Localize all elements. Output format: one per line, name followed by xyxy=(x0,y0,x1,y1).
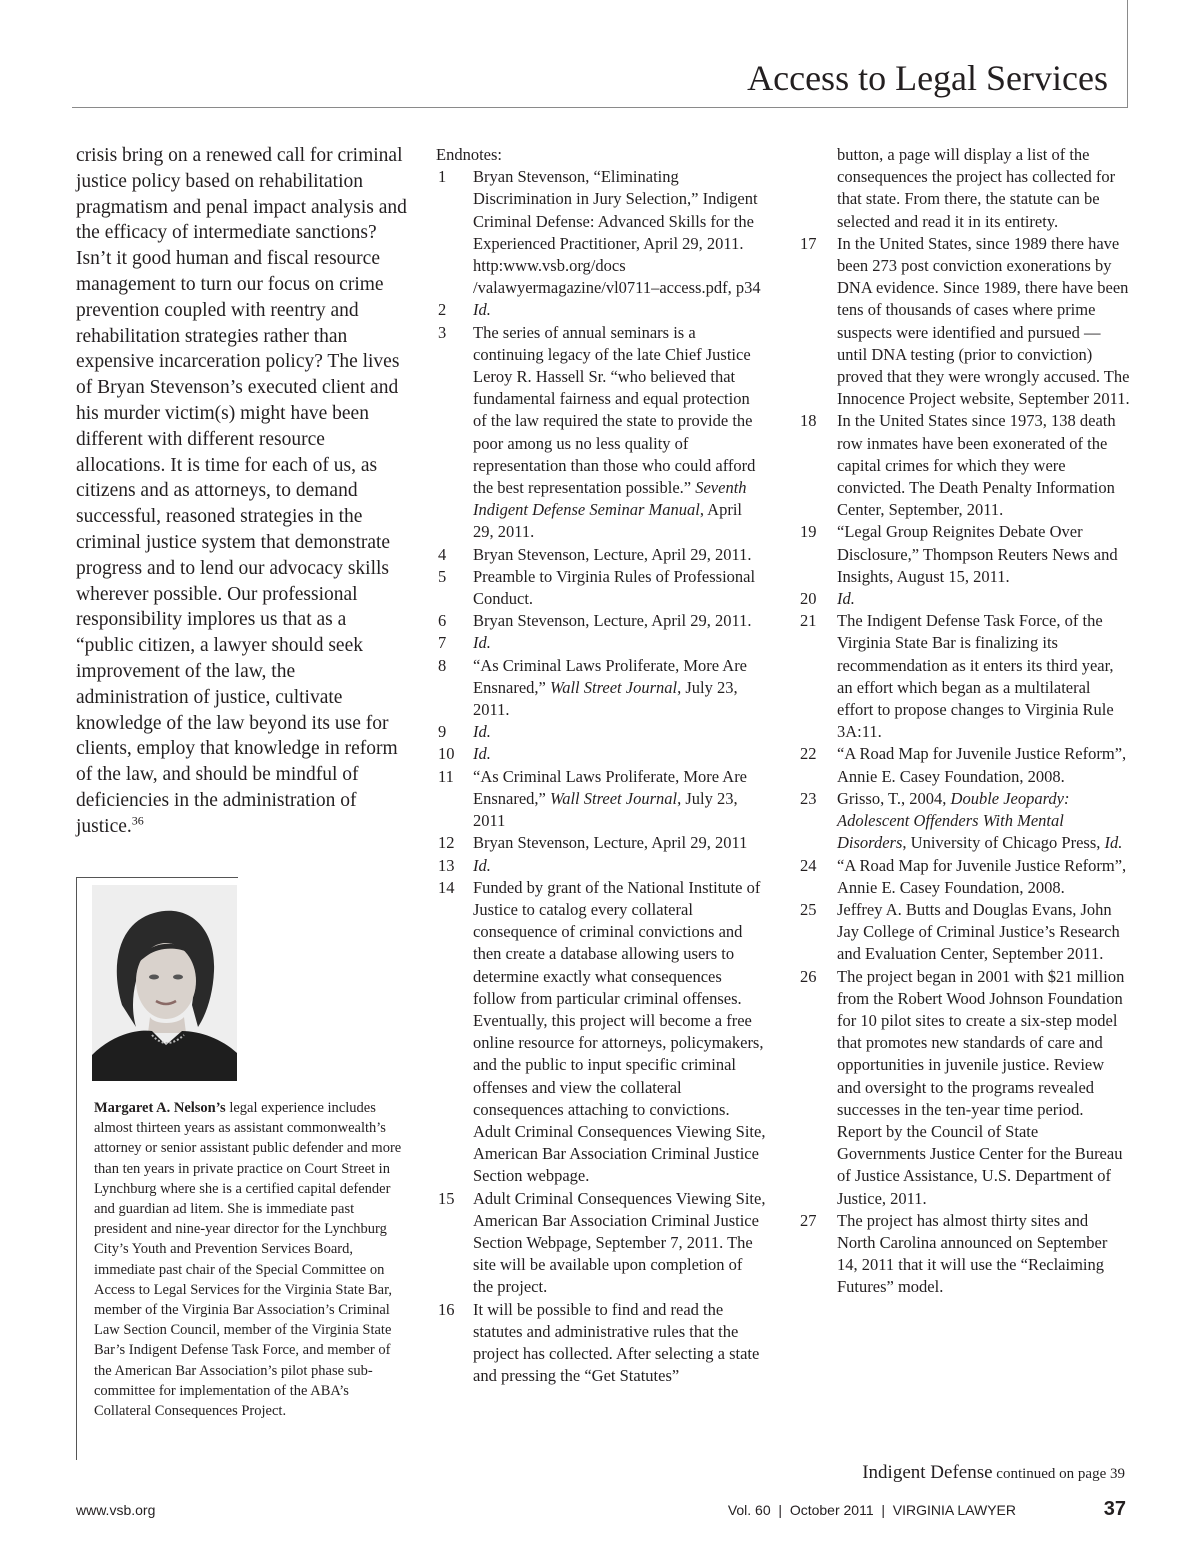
endnote-text: “Legal Group Reignites Debate Over Disclosure,” Thompson Reuters News and Insights, August 15, 2011. xyxy=(837,522,1118,586)
endnote-number: 4 xyxy=(438,544,447,564)
endnote-21 xyxy=(800,610,1130,743)
endnote-1 xyxy=(436,166,766,299)
endnote-text: Id. xyxy=(837,589,855,609)
continued-text: continued on page 39 xyxy=(996,1466,1125,1482)
endnote-text: Grisso, T., 2004, xyxy=(837,788,947,808)
author-bio-box xyxy=(76,877,410,1460)
endnote-title: Wall Street Journal xyxy=(549,788,678,808)
article-body-text xyxy=(76,143,408,840)
endnote-number: 3 xyxy=(438,322,447,342)
endnote-text: Id. xyxy=(473,300,491,320)
header-rule-horizontal xyxy=(72,107,1128,108)
footer-issue-text: Vol. 60 | October 2011 | VIRGINIA LAWYER xyxy=(727,1502,1016,1518)
endnote-number: 12 xyxy=(438,833,455,853)
endnote-text: Bryan Stevenson, Lecture, April 29, 2011. xyxy=(473,544,752,564)
endnote-text: It will be possible to find and read the statutes and administrative rules that the project has collected. After selecting a state and pressing the “Get Statutes” xyxy=(473,1299,760,1386)
endnote-number: 8 xyxy=(438,655,447,675)
endnote-number: 7 xyxy=(438,633,447,653)
endnotes-column-1 xyxy=(436,144,766,1387)
endnote-text: The project has almost thirty sites and North Carolina announced on September 14, 2011 that it will use the “Reclaiming Futures” model. xyxy=(837,1210,1108,1297)
endnote-text: In the United States since 1973, 138 death row inmates have been exonerated of the capital crimes for which they were convicted. The Death Penalty Information Center, September, 2011. xyxy=(837,411,1116,520)
endnote-15 xyxy=(436,1188,766,1299)
endnote-tail: , University of Chicago Press, xyxy=(902,833,1101,853)
endnote-title: Wall Street Journal xyxy=(549,677,678,697)
header-rule-vertical xyxy=(1127,0,1128,108)
page-number: 37 xyxy=(1103,1498,1126,1520)
author-bio-description: legal experience includes almost thirteen years as assistant commonwealth’s attorney or senior assistant public defender and more than ten years in private practice on Court Street in Lynchburg where she is a certified capital defender and guardian ad litem. She is immediate past president and nine-year director for the Lynchburg City’s Youth and Prevention Services Board, immediate past chair of the Special Committee on Access to Legal Services for the Virginia State Bar, member of the Virginia Bar Association’s Criminal Law Section Council, member of the Virginia State Bar’s Indigent Defense Task Force, and member of the American Bar Association’s pilot phase sub-committee for implementation of the ABA’s Collateral Consequences Project. xyxy=(94,1100,402,1420)
endnote-number: 9 xyxy=(438,722,447,742)
endnote-number: 16 xyxy=(438,1299,455,1319)
endnote-text: Bryan Stevenson, “Eliminating Discrimination in Jury Selection,” Indigent Criminal Defense: Advanced Skills for the Experienced Practitioner, April 29, 2011. http:www.vsb.org/docs /valawyermagazine/vl0711–access.pdf, p34 xyxy=(473,167,761,298)
endnote-14 xyxy=(436,877,766,1188)
endnote-number: 17 xyxy=(800,233,817,253)
endnote-5 xyxy=(436,566,766,610)
endnote-7 xyxy=(436,632,766,654)
endnote-number: 2 xyxy=(438,300,447,320)
endnote-tail: , July 23, 2011. xyxy=(473,677,738,720)
endnote-text: In the United States, since 1989 there have been 273 post conviction exonerations by DNA evidence. Since 1989, there have been tens of thousands of cases where prime suspects were identified and pursued — until DNA testing (prior to conviction) proved that they were wrongly accused. The Innocence Project website, September 2011. xyxy=(837,233,1130,409)
endnote-17 xyxy=(800,233,1130,411)
endnote-22 xyxy=(800,743,1130,787)
endnote-25 xyxy=(800,899,1130,966)
endnote-number: 20 xyxy=(800,589,817,609)
endnote-text: The Indigent Defense Task Force, of the Virginia State Bar is finalizing its recommendation as it enters its third year, an effort which began as a multilateral effort to propose changes to Virginia Rule 3A:11. xyxy=(837,611,1114,742)
endnote-16-continued: button, a page will display a list of the consequences the project has collected for that state. From there, the statute can be selected and read it in its entirety. xyxy=(837,145,1116,231)
endnote-title: Double Jeopardy: Adolescent Offenders With Mental Disorders xyxy=(837,788,1070,853)
endnote-number: 26 xyxy=(800,966,817,986)
endnote-8 xyxy=(436,655,766,722)
author-bio-text xyxy=(94,1098,406,1421)
endnote-20 xyxy=(800,588,1130,610)
endnote-tail: , July 23, 2011 xyxy=(473,788,738,831)
endnote-number: 23 xyxy=(800,788,817,808)
endnote-number: 27 xyxy=(800,1210,817,1230)
endnote-tail: , April 29, 2011. xyxy=(473,500,742,542)
endnote-number: 1 xyxy=(438,167,447,187)
section-title: Access to Legal Services xyxy=(747,58,1108,98)
endnote-number: 15 xyxy=(438,1188,455,1208)
endnotes-column-2 xyxy=(800,144,1130,1299)
endnote-text: The series of annual seminars is a continuing legacy of the late Chief Justice Leroy R. Hassell Sr. “who believed that fundamental fairness and equal protection of the law required the state to provide the poor among us no less quality of representation than those who could afford the best representation possible.” xyxy=(473,322,756,498)
endnote-text: Id. xyxy=(473,633,491,653)
endnote-text: “As Criminal Laws Proliferate, More Are Ensnared,” xyxy=(473,766,748,808)
endnote-number: 14 xyxy=(438,877,455,897)
endnote-23 xyxy=(800,788,1130,855)
author-photo xyxy=(92,885,237,1081)
article-body-paragraph: crisis bring on a renewed call for criminal justice policy based on rehabilitation pragmatism and penal impact analysis and the efficacy of intermediate sanctions? Isn’t it good human and fiscal resource management to turn our focus on crime prevention coupled with reentry and rehabilitation strategies rather than expensive incarceration policy? The lives of Bryan Stevenson’s executed client and his murder victim(s) might have been different with different resource allocations. It is time for each of us, as citizens and as attorneys, to demand successful, reasoned strategies in the criminal justice system that demonstrate progress and to lend our advocacy skills wherever possible. Our professional responsibility implores us that as a “public citizen, a lawyer should seek improvement of the law, the administration of justice, cultivate knowledge of the law beyond its use for clients, employ that knowledge in reform of the law, and should be mindful of deficiencies in the administration of justice. xyxy=(76,145,407,837)
footnote-reference: 36 xyxy=(131,813,144,828)
endnote-text: Preamble to Virginia Rules of Professional Conduct. xyxy=(473,566,756,609)
endnote-number: 24 xyxy=(800,855,817,875)
endnote-number: 18 xyxy=(800,411,817,431)
bio-box-left-rule xyxy=(76,877,77,1460)
footer-url: www.vsb.org xyxy=(76,1502,156,1518)
endnote-9 xyxy=(436,721,766,743)
endnote-number: 21 xyxy=(800,611,817,631)
endnote-title: Seventh Indigent Defense Seminar Manual xyxy=(473,478,747,520)
endnote-2 xyxy=(436,299,766,321)
endnote-19 xyxy=(800,521,1130,588)
author-portrait-image xyxy=(92,885,237,1081)
endnote-number: 11 xyxy=(438,766,454,786)
endnote-text: Id. xyxy=(473,744,491,764)
endnote-text: Funded by grant of the National Institute of Justice to catalog every collateral consequence of criminal convictions and then create a database allowing users to determine exactly what consequences follow from particular criminal offenses. Eventually, this project will become a free online resource for attorneys, policymakers, and the public to input specific criminal offenses and view the collateral consequences attaching to convictions. Adult Criminal Consequences Viewing Site, American Bar Association Criminal Justice Section webpage. xyxy=(473,877,766,1186)
endnote-10 xyxy=(436,743,766,765)
endnote-text: “As Criminal Laws Proliferate, More Are Ensnared,” xyxy=(473,655,748,697)
endnote-18 xyxy=(800,410,1130,521)
endnotes-heading: Endnotes: xyxy=(436,145,502,164)
endnote-26 xyxy=(800,966,1130,1210)
endnote-text: Bryan Stevenson, Lecture, April 29, 2011 xyxy=(473,833,748,853)
continued-notice xyxy=(862,1462,1125,1485)
endnote-number: 13 xyxy=(438,855,455,875)
endnote-11 xyxy=(436,766,766,833)
endnote-6 xyxy=(436,610,766,632)
endnote-number: 5 xyxy=(438,566,447,586)
endnote-text: Bryan Stevenson, Lecture, April 29, 2011. xyxy=(473,611,752,631)
footer-issue xyxy=(728,1502,1016,1518)
endnote-number: 19 xyxy=(800,522,817,542)
endnote-24 xyxy=(800,855,1130,899)
endnote-16 xyxy=(436,1299,766,1388)
endnote-27 xyxy=(800,1210,1130,1299)
endnote-text: “A Road Map for Juvenile Justice Reform”, Annie E. Casey Foundation, 2008. xyxy=(837,855,1127,897)
endnote-text: The project began in 2001 with $21 million from the Robert Wood Johnson Foundation for 10 pilot sites to create a six-step model that promotes new standards of care and opportunities in juvenile justice. Review and oversight to the programs revealed successes in the ten-year time period. Report by the Council of State Governments Justice Center for the Bureau of Justice Assistance, U.S. Department of Justice, 2011. xyxy=(837,966,1125,1208)
endnote-number: 22 xyxy=(800,744,817,764)
endnote-12 xyxy=(436,832,766,854)
endnote-3 xyxy=(436,322,766,544)
endnote-13 xyxy=(436,855,766,877)
continued-label: Indigent Defense xyxy=(862,1462,993,1483)
endnote-4 xyxy=(436,544,766,566)
endnote-number: 25 xyxy=(800,899,817,919)
endnote-text: Adult Criminal Consequences Viewing Site, American Bar Association Criminal Justice Section Webpage, September 7, 2011. The site will be available upon completion of the project. xyxy=(473,1188,766,1297)
bio-box-top-rule xyxy=(76,877,238,878)
endnote-text: Jeffrey A. Butts and Douglas Evans, John Jay College of Criminal Justice’s Research and Evaluation Center, September 2011. xyxy=(837,899,1120,964)
endnote-text: Id. xyxy=(473,855,491,875)
endnote-extra: Id. xyxy=(1104,833,1123,853)
author-name: Margaret A. Nelson’s xyxy=(94,1100,226,1116)
endnote-number: 6 xyxy=(438,611,447,631)
endnote-number: 10 xyxy=(438,744,455,764)
endnote-text: Id. xyxy=(473,722,491,742)
endnote-text: “A Road Map for Juvenile Justice Reform”, Annie E. Casey Foundation, 2008. xyxy=(837,744,1127,786)
